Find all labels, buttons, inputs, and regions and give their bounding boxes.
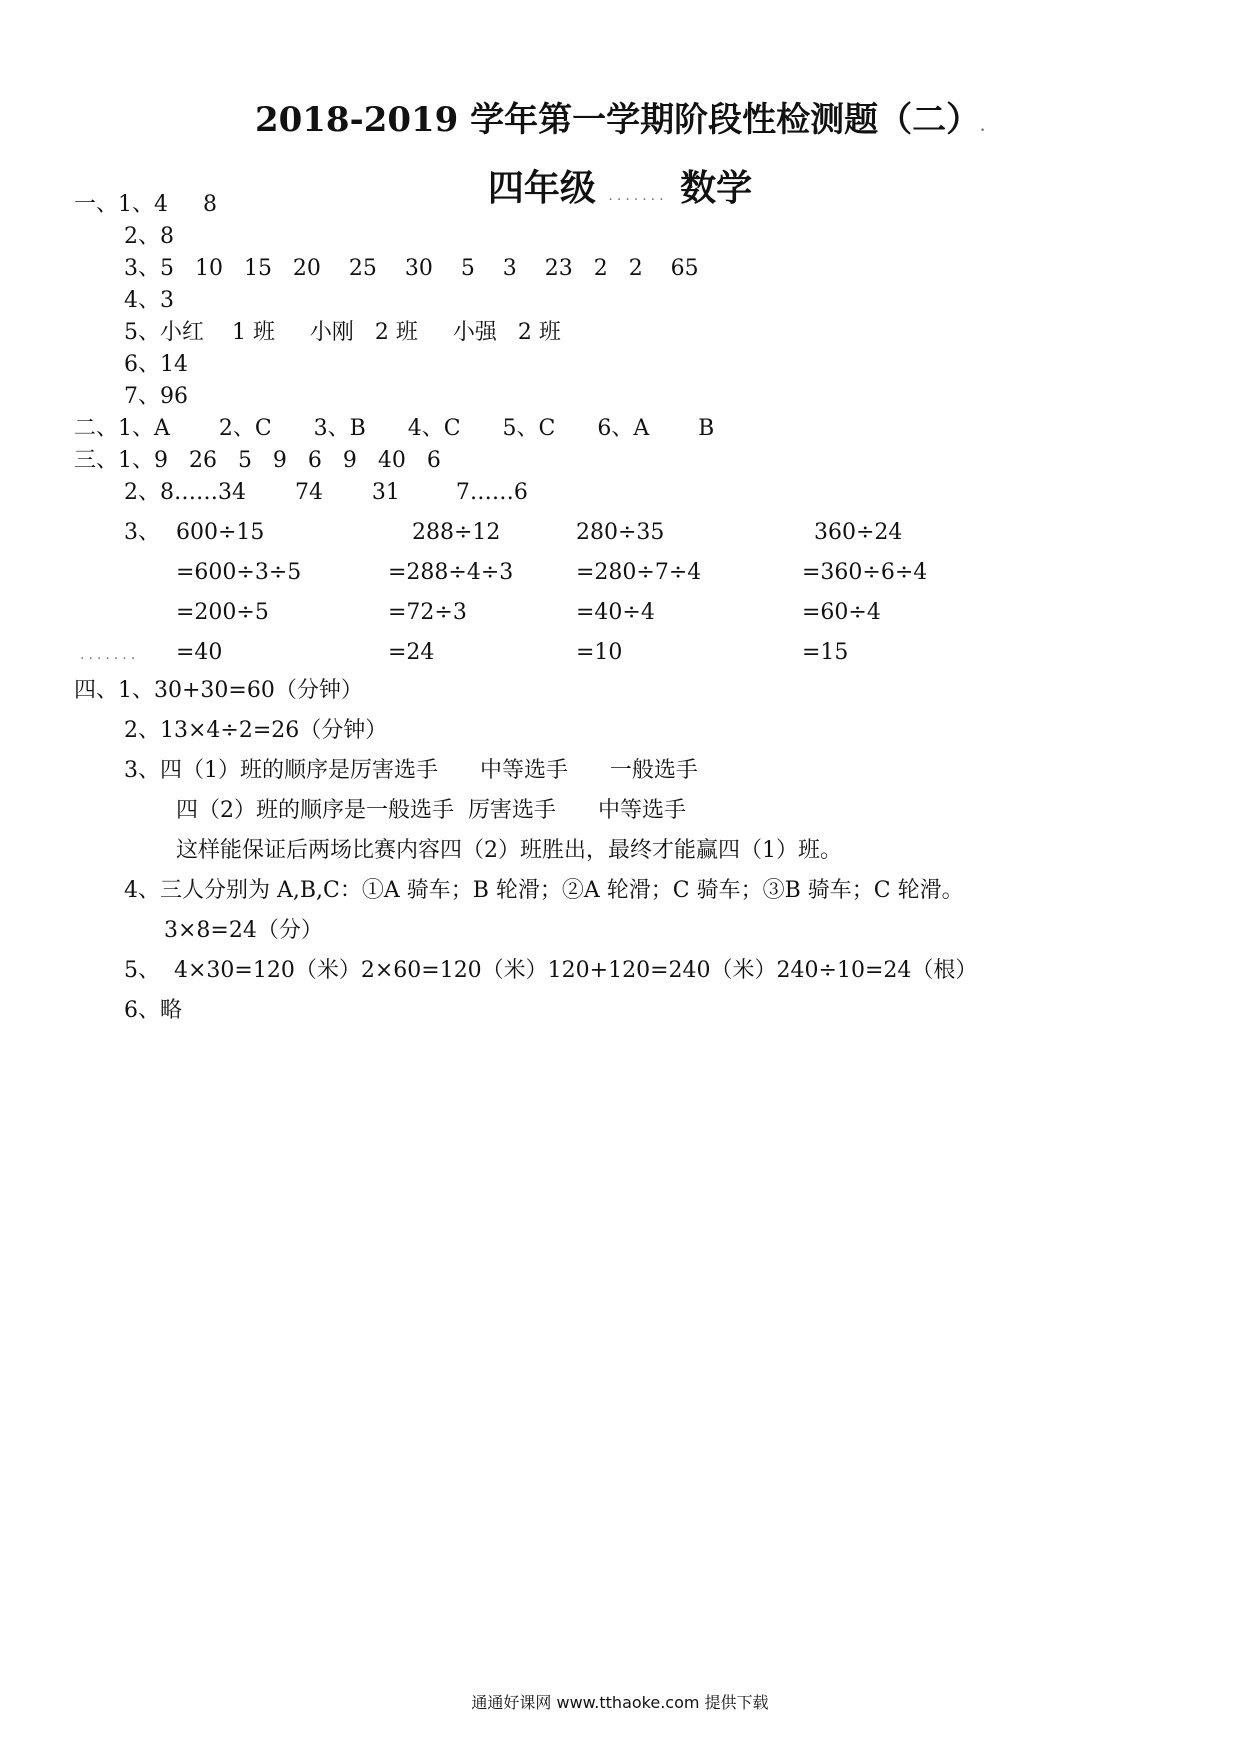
footer-source: 通通好课网 www.tthaoke.com 提供下载 xyxy=(471,1693,769,1712)
calc-4-step-1: 360÷24 xyxy=(814,520,903,545)
document-title xyxy=(0,92,1240,141)
calc-3-step-1: 280÷35 xyxy=(576,520,665,545)
calc-2-step-2: =288÷4÷3 xyxy=(388,560,514,585)
title-text: 2018-2019 学年第一学期阶段性检测题（二） xyxy=(254,100,981,140)
calc-row-dots: ....... xyxy=(80,647,140,663)
answer-line-4-5: 5、 4×30=120（米）2×60=120（米）120+120=240（米）240÷10=24（根） xyxy=(124,958,978,983)
answer-line-4-2: 2、13×4÷2=26（分钟） xyxy=(124,718,388,743)
grade-text: 四年级 xyxy=(487,167,596,209)
answer-line-1-6: 6、14 xyxy=(124,352,188,377)
calc-2-step-3: =72÷3 xyxy=(388,600,467,625)
calc-3-step-2: =280÷7÷4 xyxy=(576,560,702,585)
answer-line-1-4: 4、3 xyxy=(124,288,174,313)
answer-line-3-1: 三、1、9 26 5 9 6 9 40 6 xyxy=(74,448,441,473)
answer-line-4-3b: 四（2）班的顺序是一般选手 厉害选手 中等选手 xyxy=(176,798,686,823)
answer-line-1-7: 7、96 xyxy=(124,384,188,409)
calc-3-result: =10 xyxy=(576,640,623,665)
answer-line-4-4b: 3×8=24（分） xyxy=(164,918,323,943)
subtitle-dots: ....... xyxy=(608,188,668,204)
calc-4-step-3: =60÷4 xyxy=(802,600,881,625)
calc-1-result: =40 xyxy=(176,640,223,665)
calc-2-step-1: 288÷12 xyxy=(412,520,501,545)
subject-text: 数学 xyxy=(680,167,753,209)
title-dot: . xyxy=(980,119,986,135)
answer-line-4-6: 6、略 xyxy=(124,998,182,1023)
answer-line-4-3a: 3、四（1）班的顺序是厉害选手 中等选手 一般选手 xyxy=(124,758,698,783)
answer-line-4-3c: 这样能保证后两场比赛内容四（2）班胜出，最终才能赢四（1）班。 xyxy=(176,838,842,863)
answer-line-4-4: 4、三人分别为 A,B,C：①A 骑车；B 轮滑；②A 轮滑；C 骑车；③B 骑车；C 轮滑。 xyxy=(124,878,964,903)
calc-4-result: =15 xyxy=(802,640,849,665)
answer-line-1-3: 3、5 10 15 20 25 30 5 3 23 2 2 65 xyxy=(124,256,699,281)
calc-1-step-1: 600÷15 xyxy=(176,520,265,545)
answer-line-4-1: 四、1、30+30=60（分钟） xyxy=(74,678,363,703)
calc-3-step-3: =40÷4 xyxy=(576,600,655,625)
answer-line-1-2: 2、8 xyxy=(124,224,174,249)
answer-line-1-5: 5、小红 1 班 小刚 2 班 小强 2 班 xyxy=(124,320,561,345)
answer-line-2: 二、1、A 2、C 3、B 4、C 5、C 6、A B xyxy=(74,416,715,441)
answer-line-3-2: 2、8……34 74 31 7……6 xyxy=(124,480,528,505)
calc-2-result: =24 xyxy=(388,640,435,665)
answer-line-3-3-label: 3、 xyxy=(124,520,160,545)
calc-1-step-3: =200÷5 xyxy=(176,600,269,625)
calc-1-step-2: =600÷3÷5 xyxy=(176,560,302,585)
calc-4-step-2: =360÷6÷4 xyxy=(802,560,928,585)
answer-line-1-1: 一、1、4 8 xyxy=(74,192,217,217)
